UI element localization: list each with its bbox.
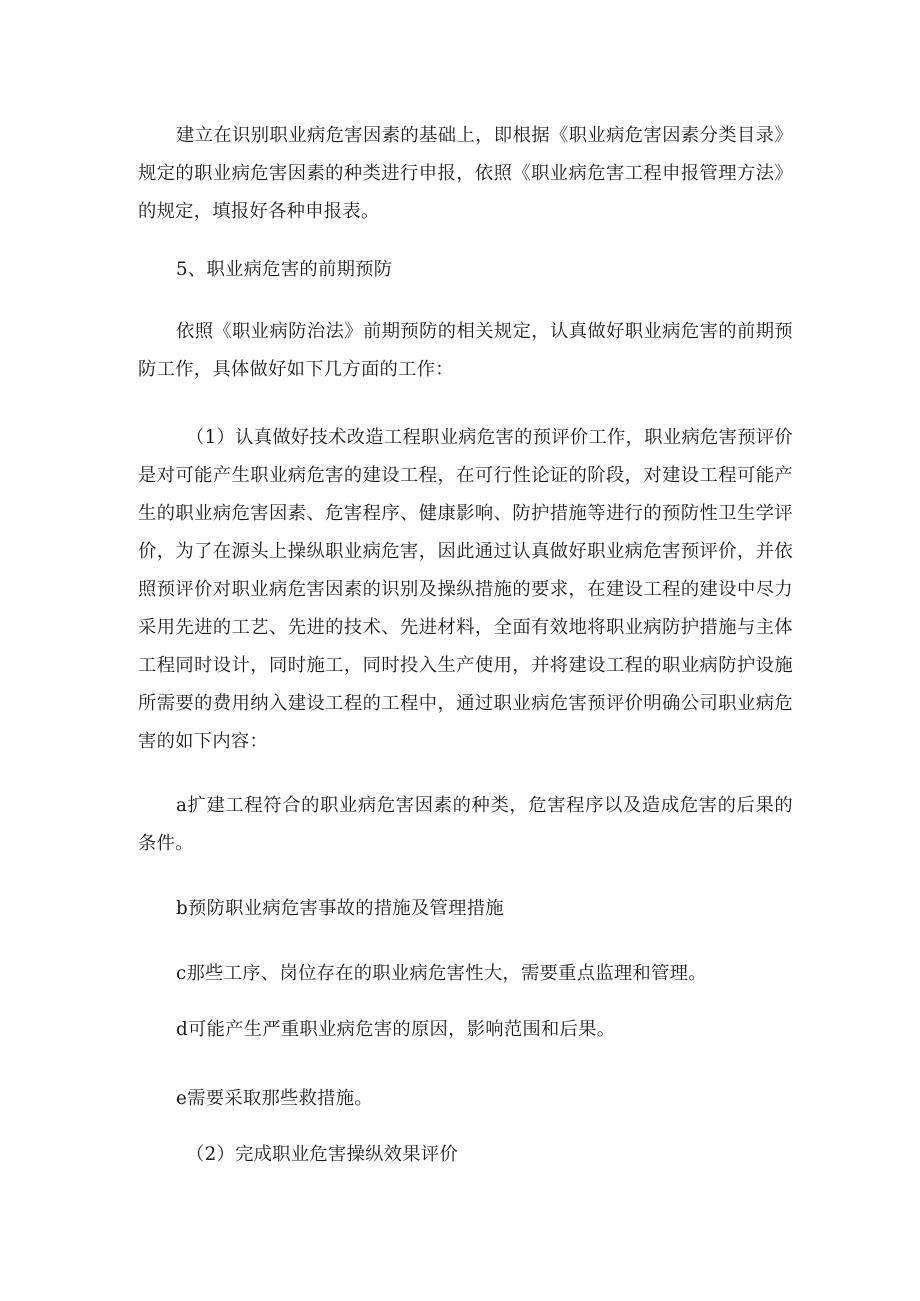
list-item-a: a扩建工程符合的职业病危害因素的种类，危害程序以及造成危害的后果的条件。 [138,795,793,854]
paragraph-item-1-pre-evaluation: （1）认真做好技术改造工程职业病危害的预评价工作，职业病危害预评价是对可能产生职业病危害的建设工程，在可行性论证的阶段，对建设工程可能产生的职业病危害因素、危害程序、健康影响、防护措施等进行的预防性卫生学评价，为了在源头上操纵职业病危害，因此通过认真做好职业病危害预评价，并依照预评价对职业病危害因素的识别及操纵措施的要求，在建设工程的建设中尽力采用先进的工艺、先进的技术、先进材料，全面有效地将职业病防护措施与主体工程同时设计，同时施工，同时投入生产使用，并将建设工程的职业病防护设施所需要的费用纳入建设工程的工程中，通过职业病危害预评价明确公司职业病危害的如下内容： [138,427,793,752]
list-item-e: e需要采取那些救措施。 [176,1088,373,1109]
list-item-d: d可能产生严重职业病危害的原因，影响范围和后果。 [176,1019,616,1040]
list-item-b: b预防职业病危害事故的措施及管理措施 [176,898,504,919]
document-body [138,117,793,1174]
section-heading-prevention: 5、职业病危害的前期预防 [176,259,393,280]
paragraph-declaration-basis: 建立在识别职业病危害因素的基础上，即根据《职业病危害因素分类目录》规定的职业病危害因素的种类进行申报，依照《职业病危害工程申报管理方法》的规定，填报好各种申报表。 [138,125,793,222]
paragraph-prevention-intro: 依照《职业病防治法》前期预防的相关规定，认真做好职业病危害的前期预防工作，具体做好如下几方面的工作： [138,321,793,380]
paragraph-item-2-control-evaluation: （2）完成职业危害操纵效果评价 [186,1144,459,1165]
list-item-c: c那些工序、岗位存在的职业病危害性大，需要重点监理和管理。 [176,963,707,984]
